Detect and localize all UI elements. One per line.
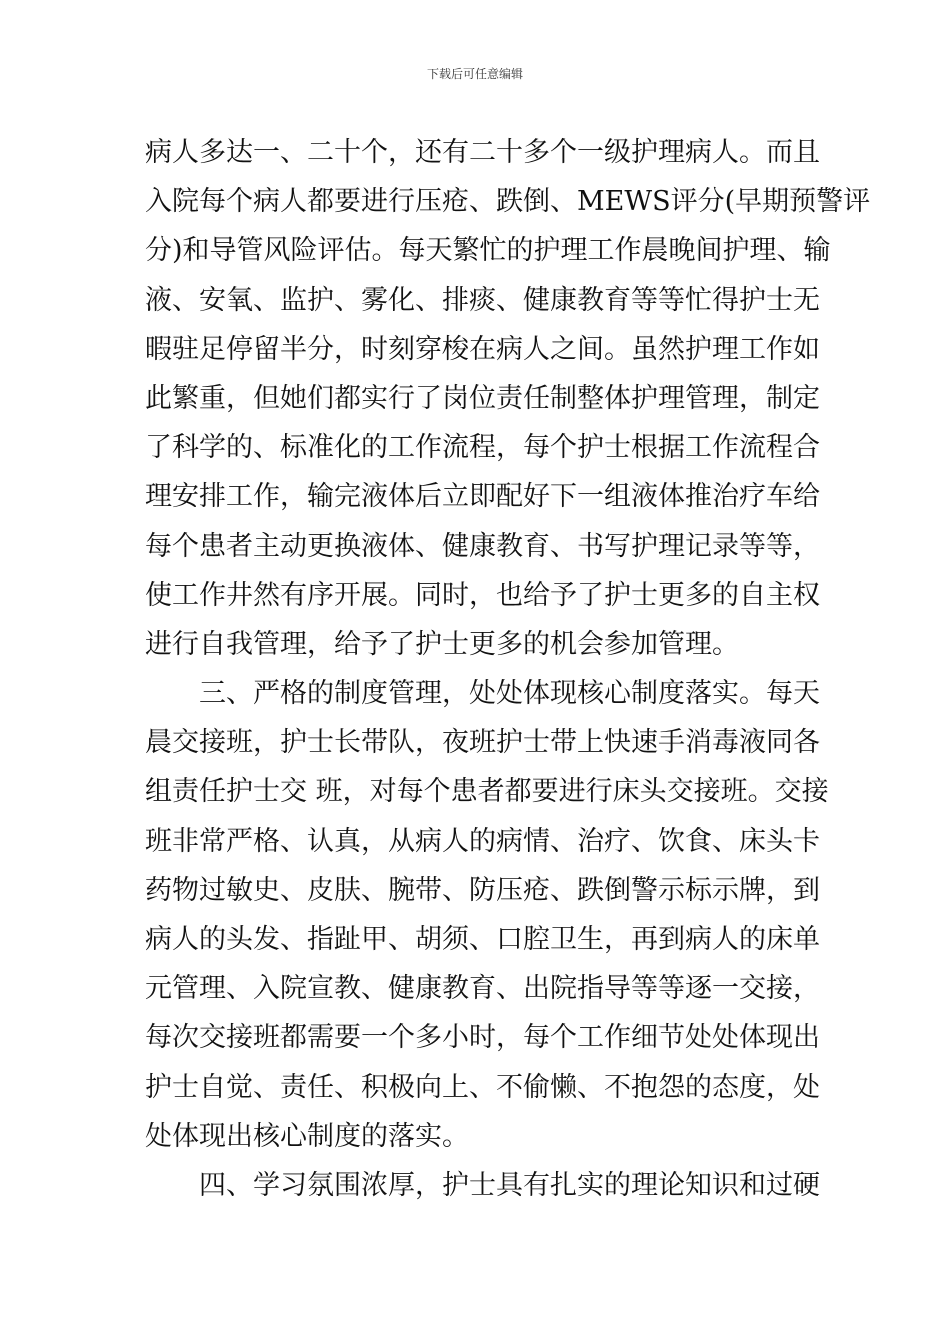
paragraph-1 xyxy=(145,128,871,669)
text-line: 护士自觉、责任、积极向上、不偷懒、不抱怨的态度，处 xyxy=(145,1071,820,1103)
text-line: 元管理、入院宣教、健康教育、出院指导等等逐一交接， xyxy=(145,973,820,1005)
text-line: 此繁重，但她们都实行了岗位责任制整体护理管理，制定 xyxy=(145,382,820,414)
text-line: 班非常严格、认真，从病人的病情、治疗、饮食、床头卡 xyxy=(145,825,820,857)
text-line: 分)和导管风险评估。每天繁忙的护理工作晨晚间护理、输 xyxy=(145,235,831,267)
text-line: 晨交接班，护士长带队，夜班护士带上快速手消毒液同各 xyxy=(145,727,820,759)
text-line: 每个患者主动更换液体、健康教育、书写护理记录等等， xyxy=(145,530,820,562)
text-line: 四、学习氛围浓厚，护士具有扎实的理论知识和过硬 xyxy=(145,1169,820,1201)
text-line: 液、安氧、监护、雾化、排痰、健康教育等等忙得护士无 xyxy=(145,284,820,316)
text-line: 入院每个病人都要进行压疮、跌倒、MEWS评分(早期预警评 xyxy=(145,186,871,218)
text-line: 药物过敏史、皮肤、腕带、防压疮、跌倒警示标示牌，到 xyxy=(145,874,820,906)
text-line: 使工作井然有序开展。同时，也给予了护士更多的自主权 xyxy=(145,579,820,611)
text-line: 组责任护士交 班，对每个患者都要进行床头交接班。交接 xyxy=(145,776,829,808)
text-line: 暇驻足停留半分，时刻穿梭在病人之间。虽然护理工作如 xyxy=(145,333,820,365)
page-header: 下载后可任意编辑 xyxy=(426,67,523,81)
text-line: 三、严格的制度管理，处处体现核心制度落实。每天 xyxy=(145,678,820,710)
text-line: 进行自我管理，给予了护士更多的机会参加管理。 xyxy=(145,628,739,660)
text-line: 处体现出核心制度的落实。 xyxy=(145,1120,469,1152)
text-line: 理安排工作，输完液体后立即配好下一组液体推治疗车给 xyxy=(145,481,820,513)
paragraph-3 xyxy=(145,1161,820,1210)
document-body xyxy=(145,128,871,1210)
paragraph-2 xyxy=(145,669,829,1161)
text-line: 病人多达一、二十个，还有二十多个一级护理病人。而且 xyxy=(145,137,820,168)
text-line: 了科学的、标准化的工作流程，每个护士根据工作流程合 xyxy=(145,432,820,464)
text-line: 病人的头发、指趾甲、胡须、口腔卫生，再到病人的床单 xyxy=(145,924,820,955)
text-line: 每次交接班都需要一个多小时，每个工作细节处处体现出 xyxy=(145,1022,820,1054)
